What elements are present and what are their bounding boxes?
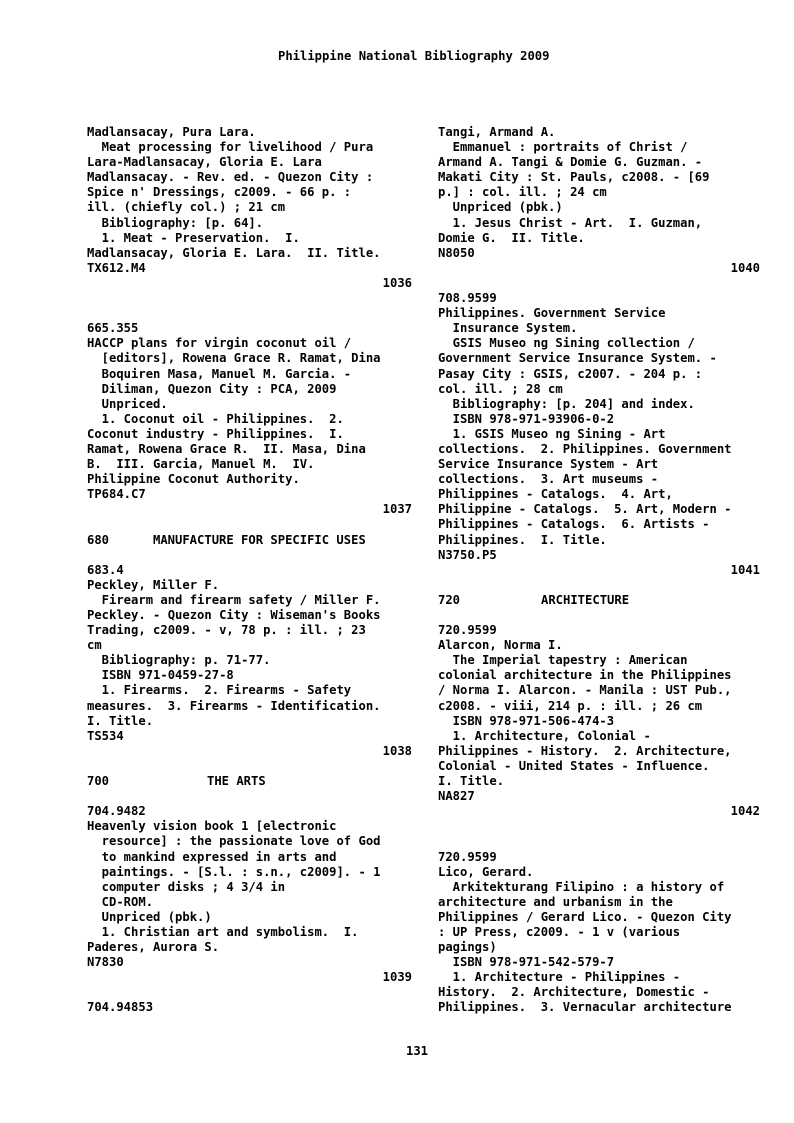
trailing-call-number: 704.94853 <box>87 1000 154 1015</box>
entry-line: Arkitekturang Filipino : a history of <box>438 879 725 894</box>
entry-line: 1. Jesus Christ - Art. I. Guzman, <box>438 215 703 230</box>
left-column <box>87 125 412 1016</box>
entry-line: c2008. - viii, 214 p. : ill. ; 26 cm <box>438 698 703 713</box>
entry-line: Armand A. Tangi & Domie G. Guzman. - <box>438 155 703 170</box>
entry-line: Philippines. Government Service <box>438 306 666 321</box>
entry-number: 1041 <box>730 562 760 577</box>
entry-line: / Norma I. Alarcon. - Manila : UST Pub., <box>438 683 732 698</box>
entry-line: CD-ROM. <box>87 894 154 909</box>
entry-line: Government Service Insurance System. - <box>438 351 717 366</box>
entry-number: 1037 <box>382 502 412 517</box>
entry-line: 704.9482 <box>87 804 146 819</box>
entry-line: 720.9599 <box>438 849 497 864</box>
entry-line: Firearm and firearm safety / Miller F. <box>87 592 381 607</box>
entry-line: Boquiren Masa, Manuel M. Garcia. - <box>87 366 352 381</box>
entry-line: paintings. - [S.l. : s.n., c2009]. - 1 <box>87 864 381 879</box>
entry-1041 <box>438 291 760 578</box>
section-heading-720 <box>438 593 760 608</box>
entry-line: Bibliography: [p. 204] and index. <box>438 396 695 411</box>
entry-1036 <box>87 125 412 291</box>
entry-line: Colonial - United States - Influence. <box>438 758 710 773</box>
entry-line: 1. Architecture - Philippines - <box>438 970 681 985</box>
entry-line: 708.9599 <box>438 291 497 306</box>
entry-line: The Imperial tapestry : American <box>438 653 688 668</box>
entry-lines <box>438 623 760 804</box>
entry-lines <box>438 291 760 563</box>
page-number: 131 <box>406 1044 429 1058</box>
entry-line: 665.355 <box>87 321 139 336</box>
entry-line: resource] : the passionate love of God <box>87 834 381 849</box>
entry-line: Lico, Gerard. <box>438 864 534 879</box>
section-title: THE ARTS <box>207 774 266 789</box>
entry-line: 1. Coconut oil - Philippines. 2. <box>87 411 344 426</box>
entry-line: History. 2. Architecture, Domestic - <box>438 985 710 1000</box>
entry-lines <box>438 850 760 1016</box>
entry-lines <box>87 125 412 276</box>
entry-line: Heavenly vision book 1 [electronic <box>87 819 337 834</box>
entry-1038 <box>87 563 412 759</box>
entry-lines <box>87 804 412 970</box>
entry-line: ISBN 978-971-542-579-7 <box>438 955 615 970</box>
entry-line: Philippine - Catalogs. 5. Art, Modern - <box>438 502 732 517</box>
entry-line: 720.9599 <box>438 623 497 638</box>
entry-line: N8050 <box>438 245 475 260</box>
entry-line: Philippine Coconut Authority. <box>87 472 300 487</box>
entry-line: Coconut industry - Philippines. I. <box>87 426 344 441</box>
entry-line: N3750.P5 <box>438 547 497 562</box>
entry-1040 <box>438 125 760 276</box>
entry-line: TS534 <box>87 728 124 743</box>
entry-number: 1042 <box>730 804 760 819</box>
entry-line: Bibliography: [p. 64]. <box>87 215 264 230</box>
entry-line: Trading, c2009. - v, 78 p. : ill. ; 23 <box>87 623 366 638</box>
entry-line: I. Title. <box>438 774 505 789</box>
entry-line: ISBN 971-0459-27-8 <box>87 668 234 683</box>
section-code: 680 <box>87 532 110 547</box>
entry-line: Insurance System. <box>438 321 578 336</box>
section-code: 700 <box>87 774 110 789</box>
entry-line: 1. Firearms. 2. Firearms - Safety <box>87 683 352 698</box>
entry-line: Philippines - Catalogs. 4. Art, <box>438 487 673 502</box>
entry-line: TP684.C7 <box>87 487 146 502</box>
entry-line: Service Insurance System - Art <box>438 457 659 472</box>
entry-1039 <box>87 804 412 985</box>
entry-lines <box>87 321 412 502</box>
entry-line: Philippines. I. Title. <box>438 532 607 547</box>
entry-line: Ramat, Rowena Grace R. II. Masa, Dina <box>87 441 366 456</box>
entry-line: ISBN 978-971-506-474-3 <box>438 713 615 728</box>
entry-lines <box>438 125 760 261</box>
entry-line: Domie G. II. Title. <box>438 230 585 245</box>
entry-line: p.] : col. ill. ; 24 cm <box>438 185 607 200</box>
entry-line: collections. 2. Philippines. Government <box>438 441 732 456</box>
entry-line: Meat processing for livelihood / Pura <box>87 140 374 155</box>
entry-line: Madlansacay. - Rev. ed. - Quezon City : <box>87 170 374 185</box>
section-heading-700 <box>87 774 412 789</box>
entry-line: Unpriced. <box>87 396 168 411</box>
entry-line: : UP Press, c2009. - 1 v (various <box>438 924 681 939</box>
entry-line: Peckley, Miller F. <box>87 577 220 592</box>
entry-line: N7830 <box>87 955 124 970</box>
entry-line: GSIS Museo ng Sining collection / <box>438 336 695 351</box>
entry-1037 <box>87 321 412 517</box>
right-column <box>438 125 760 1016</box>
section-heading-680 <box>87 533 412 548</box>
entry-line: ill. (chiefly col.) ; 21 cm <box>87 200 286 215</box>
entry-line: TX612.M4 <box>87 260 146 275</box>
entry-line: Alarcon, Norma I. <box>438 638 563 653</box>
entry-line: col. ill. ; 28 cm <box>438 381 563 396</box>
section-title: MANUFACTURE FOR SPECIFIC USES <box>153 532 366 547</box>
entry-line: Philippines - Catalogs. 6. Artists - <box>438 517 710 532</box>
entry-line: Madlansacay, Pura Lara. <box>87 125 256 139</box>
entry-line: Philippines - History. 2. Architecture, <box>438 743 732 758</box>
entry-line: 1. Meat - Preservation. I. <box>87 230 300 245</box>
entry-line: I. Title. <box>87 713 154 728</box>
entry-number: 1038 <box>382 743 412 758</box>
entry-line: NA827 <box>438 789 475 804</box>
entry-line: ISBN 978-971-93906-0-2 <box>438 411 615 426</box>
entry-line: 683.4 <box>87 562 124 577</box>
entry-line: Emmanuel : portraits of Christ / <box>438 140 688 155</box>
section-title: ARCHITECTURE <box>541 592 630 607</box>
entry-line: HACCP plans for virgin coconut oil / <box>87 336 352 351</box>
entry-line: architecture and urbanism in the <box>438 894 673 909</box>
entry-line: 1. Christian art and symbolism. I. <box>87 924 359 939</box>
entry-line: to mankind expressed in arts and <box>87 849 337 864</box>
entry-line: Philippines. 3. Vernacular architecture <box>438 1000 732 1015</box>
entry-line: measures. 3. Firearms - Identification. <box>87 698 381 713</box>
entry-number: 1040 <box>730 260 760 275</box>
entry-line: Bibliography: p. 71-77. <box>87 653 271 668</box>
entry-line: Tangi, Armand A. <box>438 125 556 139</box>
entry-line: Peckley. - Quezon City : Wiseman's Books <box>87 608 381 622</box>
entry-line: 1. Architecture, Colonial - <box>438 728 651 743</box>
entry-lico <box>438 850 760 1016</box>
entry-line: Madlansacay, Gloria E. Lara. II. Title. <box>87 245 381 260</box>
entry-line: Lara-Madlansacay, Gloria E. Lara <box>87 155 322 170</box>
entry-line: [editors], Rowena Grace R. Ramat, Dina <box>87 351 381 366</box>
entry-number: 1036 <box>382 275 412 290</box>
entry-lines <box>87 563 412 744</box>
entry-line: Paderes, Aurora S. <box>87 940 220 955</box>
section-code: 720 <box>438 592 461 607</box>
entry-line: collections. 3. Art museums - <box>438 472 659 487</box>
entry-line: Diliman, Quezon City : PCA, 2009 <box>87 381 337 396</box>
page-header: Philippine National Bibliography 2009 <box>278 49 550 63</box>
entry-line: colonial architecture in the Philippines <box>438 668 732 683</box>
entry-line: pagings) <box>438 940 497 955</box>
entry-line: Makati City : St. Pauls, c2008. - [69 <box>438 170 710 185</box>
entry-1042 <box>438 623 760 819</box>
entry-number: 1039 <box>382 970 412 985</box>
entry-line: Philippines / Gerard Lico. - Quezon City <box>438 909 732 924</box>
entry-line: Pasay City : GSIS, c2007. - 204 p. : <box>438 366 703 381</box>
entry-line: computer disks ; 4 3/4 in <box>87 879 286 894</box>
entry-line: Spice n' Dressings, c2009. - 66 p. : <box>87 185 352 200</box>
entry-line: Unpriced (pbk.) <box>438 200 563 215</box>
entry-line: 1. GSIS Museo ng Sining - Art <box>438 426 666 441</box>
entry-line: cm <box>87 638 102 653</box>
entry-line: B. III. Garcia, Manuel M. IV. <box>87 457 315 472</box>
entry-line: Unpriced (pbk.) <box>87 909 212 924</box>
